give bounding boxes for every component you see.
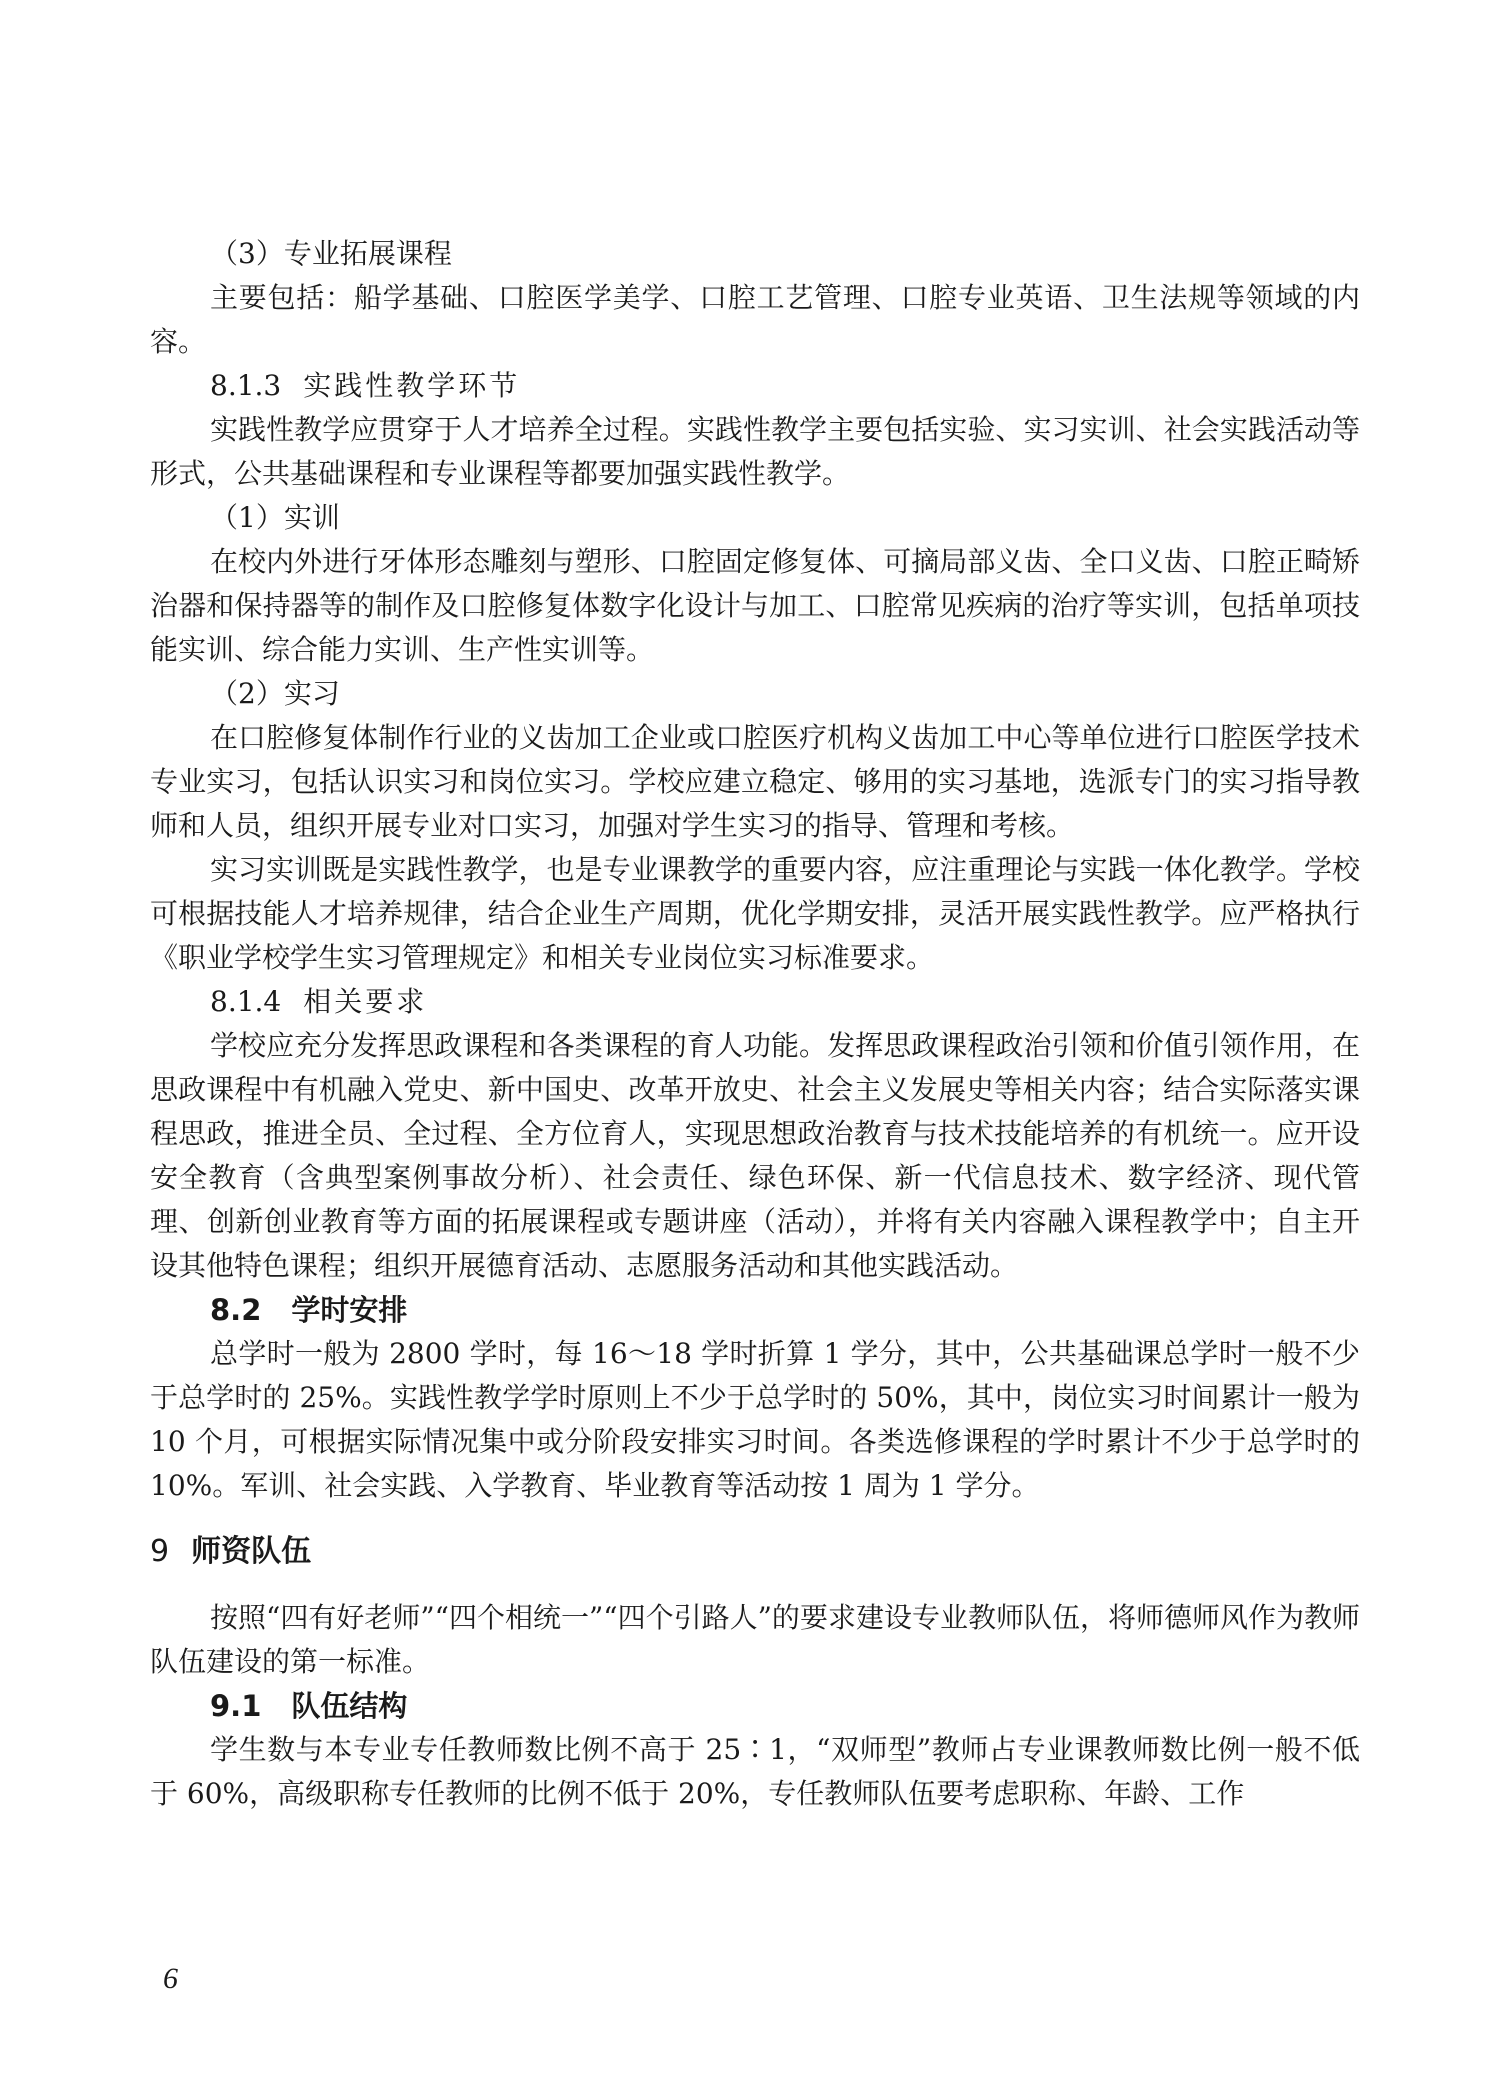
section-9-1-number: 9.1 [210,1689,262,1723]
section-8-2-number: 8.2 [210,1293,262,1327]
section-8-2-paragraph: 总学时一般为 2800 学时，每 16～18 学时折算 1 学分，其中，公共基础课总学时一般不少于总学时的 25%。实践性教学学时原则上不少于总学时的 50%，其中，岗位实习时间累计一般为 10 个月，可根据实际情况集中或分阶段安排实习时间。各类选修课程的学时累计不少于总学时的 10%。军训、社会实践、入学教育、毕业教育等活动按 1 周为 1 学分。 [150,1337,1360,1502]
section-8-1-4-title: 相关要求 [303,985,428,1018]
page-number: 6 [163,1962,178,1995]
item-1-heading: （1）实训 [210,501,340,534]
section-8-1-4-number: 8.1.4 [210,985,282,1018]
section-8-1-4-paragraph: 学校应充分发挥思政课程和各类课程的育人功能。发挥思政课程政治引领和价值引领作用，在思政课程中有机融入党史、新中国史、改革开放史、社会主义发展史等相关内容；结合实际落实课程思政，推进全员、全过程、全方位育人，实现思想政治教育与技术技能培养的有机统一。应开设安全教育（含典型案例事故分析）、社会责任、绿色环保、新一代信息技术、数字经济、现代管理、创新创业教育等方面的拓展课程或专题讲座（活动），并将有关内容融入课程教学中；自主开设其他特色课程；组织开展德育活动、志愿服务活动和其他实践活动。 [150,1029,1360,1282]
section-9-1-heading [150,1684,1360,1728]
section-8-1-3-title: 实践性教学环节 [303,369,521,402]
section-9-title: 师资队伍 [191,1534,312,1569]
section-9-heading [150,1530,1360,1574]
item-1-paragraph: 在校内外进行牙体形态雕刻与塑形、口腔固定修复体、可摘局部义齿、全口义齿、口腔正畸矫治器和保持器等的制作及口腔修复体数字化设计与加工、口腔常见疾病的治疗等实训，包括单项技能实训、综合能力实训、生产性实训等。 [150,545,1360,666]
page-body [150,232,1360,1816]
section-8-2-title: 学时安排 [291,1293,408,1327]
item-3-paragraph: 主要包括：船学基础、口腔医学美学、口腔工艺管理、口腔专业英语、卫生法规等领域的内容。 [150,281,1360,358]
section-9-paragraph: 按照“四有好老师”“四个相统一”“四个引路人”的要求建设专业教师队伍，将师德师风作为教师队伍建设的第一标准。 [150,1601,1360,1678]
section-9-1-title: 队伍结构 [291,1689,408,1723]
section-8-1-3-heading [150,364,1360,408]
item-3-heading: （3）专业拓展课程 [210,237,452,270]
section-8-2-heading [150,1288,1360,1332]
section-8-1-4-heading [150,980,1360,1024]
item-2-paragraph-2: 实习实训既是实践性教学，也是专业课教学的重要内容，应注重理论与实践一体化教学。学校可根据技能人才培养规律，结合企业生产周期，优化学期安排，灵活开展实践性教学。应严格执行《职业学校学生实习管理规定》和相关专业岗位实习标准要求。 [150,853,1360,974]
section-9-1-paragraph: 学生数与本专业专任教师数比例不高于 25∶1，“双师型”教师占专业课教师数比例一般不低于 60%，高级职称专任教师的比例不低于 20%，专任教师队伍要考虑职称、年龄、工作 [150,1733,1360,1810]
section-8-1-3-paragraph: 实践性教学应贯穿于人才培养全过程。实践性教学主要包括实验、实习实训、社会实践活动等形式，公共基础课程和专业课程等都要加强实践性教学。 [150,413,1360,490]
item-2-paragraph: 在口腔修复体制作行业的义齿加工企业或口腔医疗机构义齿加工中心等单位进行口腔医学技术专业实习，包括认识实习和岗位实习。学校应建立稳定、够用的实习基地，选派专门的实习指导教师和人员，组织开展专业对口实习，加强对学生实习的指导、管理和考核。 [150,721,1360,842]
item-2-heading: （2）实习 [210,677,340,710]
section-8-1-3-number: 8.1.3 [210,369,282,402]
section-9-number: 9 [150,1534,170,1569]
